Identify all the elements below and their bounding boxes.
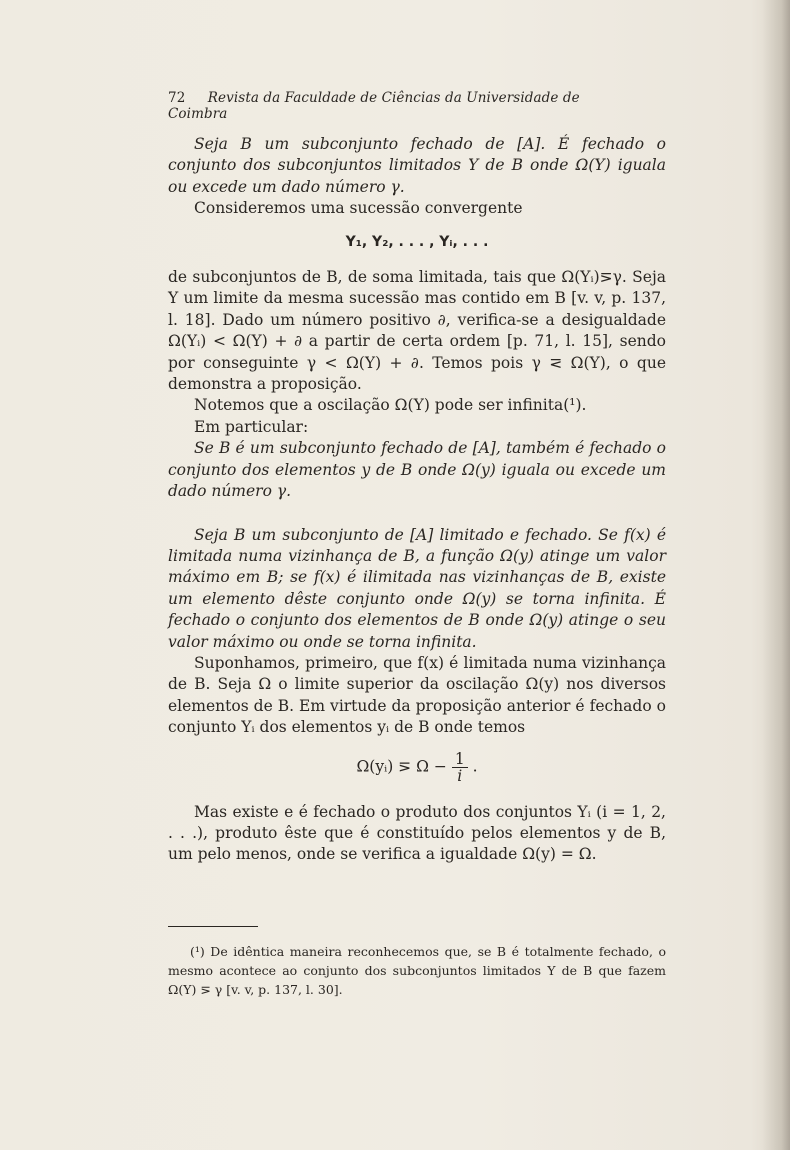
formula-denominator: i [457, 766, 463, 785]
paragraph-oscillation-note: Notemos que a oscilação Ω(Y) pode ser infinita(¹). [194, 396, 587, 415]
page-spine-shadow [762, 0, 790, 1150]
formula-numerator: 1 [452, 751, 468, 768]
formula-left: Ω(yᵢ) ⋝ Ω − [356, 757, 447, 776]
paragraph-proof-bounded: Suponhamos, primeiro, que f(x) é limitada numa vizinhança de B. Seja Ω o limite superior da oscilação Ω(y) nos diversos elementos de B. Em virtude da proposição anterior é fechado o conjunto Yᵢ dos elementos yᵢ de B onde temos [168, 653, 666, 737]
spacer [168, 503, 666, 525]
running-title: Revista da Faculdade de Ciências da Universidade de Coimbra [168, 90, 580, 122]
corollary-closed-elements: Se B é um subconjunto fechado de [A], também é fechado o conjunto dos elementos y de B onde Ω(y) iguala ou excede um dado número γ. [168, 439, 666, 501]
theorem-closed-subsets: Seja B um subconjunto fechado de [A]. É fechado o conjunto dos subconjuntos limitados Y de B onde Ω(Y) iguala ou excede um dado número γ. [168, 135, 666, 196]
paragraph-proof: de subconjuntos de B, de soma limitada, tais que Ω(Yᵢ)⋝γ. Seja Y um limite da mesma sucessão mas contido em B [v. v, p. 137, l. 18]. Dado um número positivo ∂, verifica-se a desigualdade Ω(Yᵢ) < Ω(Y) + ∂ a partir de certa ordem [p. 71, l. 15], sendo por conseguinte γ < Ω(Y) + ∂. Temos pois γ ⋜ Ω(Y), o que demonstra a proposição. [168, 268, 666, 394]
paragraph-convergent-sequence: Consideremos uma sucessão convergente [194, 199, 523, 218]
page-number: 72 [168, 90, 186, 106]
main-text [168, 134, 666, 866]
paragraph-product-sets: Mas existe e é fechado o produto dos conjuntos Yᵢ (i = 1, 2, . . .), produto êste que é constituído pelos elementos y de B, um pelo menos, onde se verifica a igualdade Ω(y) = Ω. [168, 802, 666, 864]
footnote-text: (¹) De idêntica maneira reconhecemos que, se B é totalmente fechado, o mesmo acontece ao conjunto dos subconjuntos limitados Y de B que fazem Ω(Y) ⋝ γ [v. v, p. 137, l. 30]. [168, 944, 666, 997]
formula-inequality [168, 751, 666, 784]
paragraph-in-particular: Em particular: [194, 417, 309, 436]
formula-fraction [452, 751, 468, 784]
footnote [168, 942, 666, 999]
formula-end: . [472, 757, 478, 776]
theorem-maximum: Seja B um subconjunto de [A] limitado e fechado. Se f(x) é limitada numa vizinhança de B, a função Ω(y) atinge um valor máximo em B; se f(x) é ilimitada nas vizinhanças de B, existe um elemento dêste conjunto onde Ω(y) se torna infinita. É fechado o conjunto dos elementos de B onde Ω(y) atinge o seu valor máximo ou onde se torna infinita. [168, 525, 666, 651]
sequence-display: Y₁, Y₂, . . . , Yᵢ, . . . [345, 233, 489, 250]
footnote-rule [168, 926, 258, 927]
running-header [168, 90, 618, 122]
